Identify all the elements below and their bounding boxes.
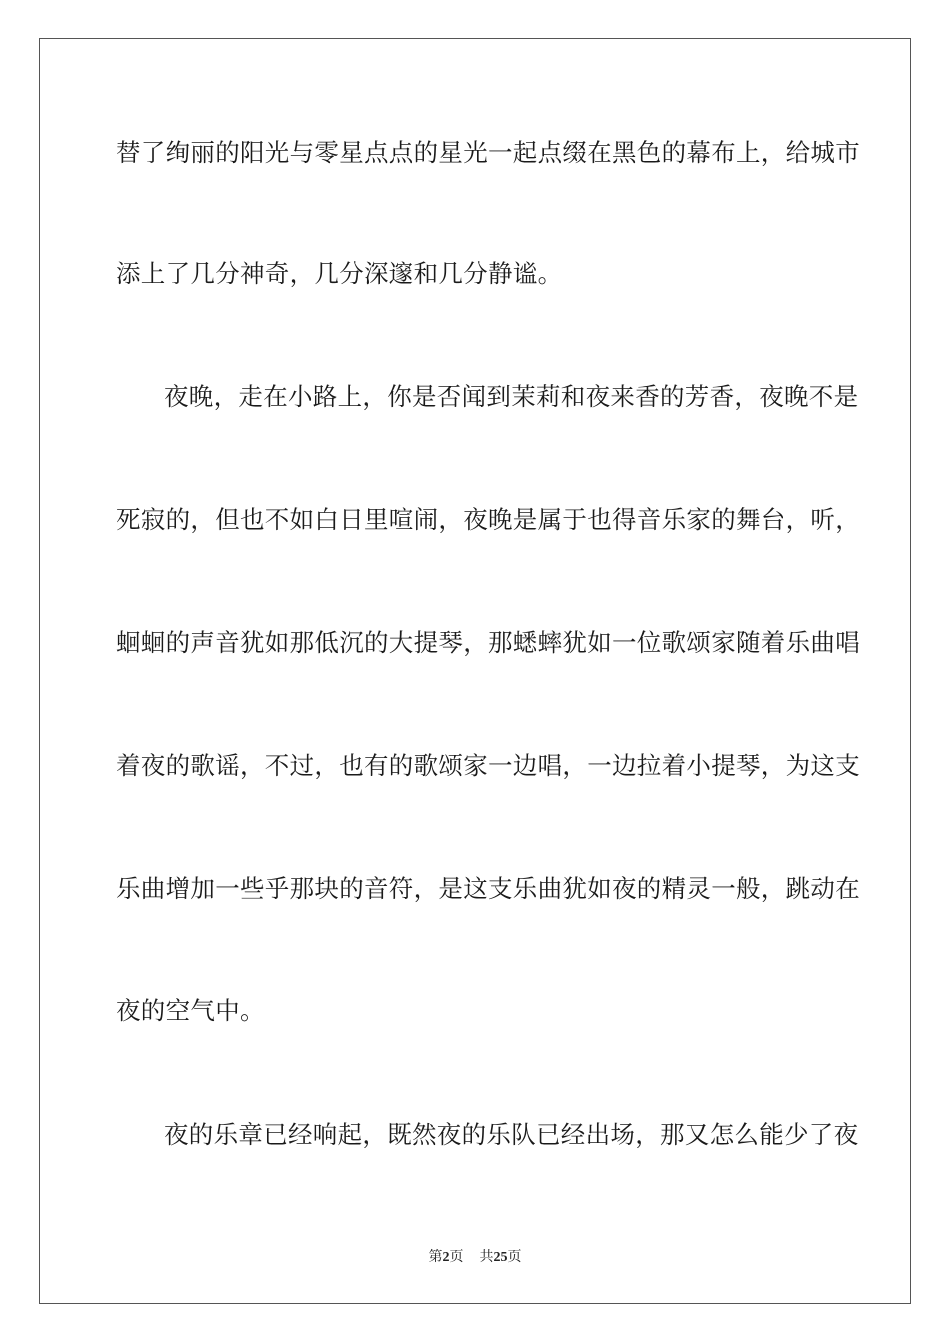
total-pages: 25 <box>493 1250 508 1265</box>
page-number: 2 <box>442 1250 450 1265</box>
text-line-8: 夜的空气中。 <box>116 996 265 1025</box>
text-line-2: 添上了几分神奇，几分深邃和几分静谧。 <box>116 259 563 288</box>
total-suffix: 页 <box>507 1249 522 1265</box>
text-line-6: 着夜的歌谣，不过，也有的歌颂家一边唱，一边拉着小提琴，为这支 <box>116 751 860 780</box>
text-line-7: 乐曲增加一些乎那块的音符，是这支乐曲犹如夜的精灵一般，跳动在 <box>116 874 860 903</box>
text-line-5: 蛔蛔的声音犹如那低沉的大提琴，那蟋蟀犹如一位歌颂家随着乐曲唱 <box>116 628 860 657</box>
text-line-9: 夜的乐章已经响起，既然夜的乐队已经出场，那又怎么能少了夜 <box>164 1120 859 1149</box>
page-border <box>39 38 911 1304</box>
text-line-3: 夜晚，走在小路上，你是否闻到茉莉和夜来香的芳香，夜晚不是 <box>164 382 859 411</box>
text-line-4: 死寂的，但也不如白日里喧闹，夜晚是属于也得音乐家的舞台，听， <box>116 505 860 534</box>
total-prefix: 共 <box>479 1249 494 1265</box>
page-prefix: 第 <box>428 1249 443 1265</box>
page-suffix: 页 <box>449 1249 464 1265</box>
page-footer <box>0 1248 950 1267</box>
text-line-1: 替了绚丽的阳光与零星点点的星光一起点缀在黑色的幕布上，给城市 <box>116 138 860 167</box>
